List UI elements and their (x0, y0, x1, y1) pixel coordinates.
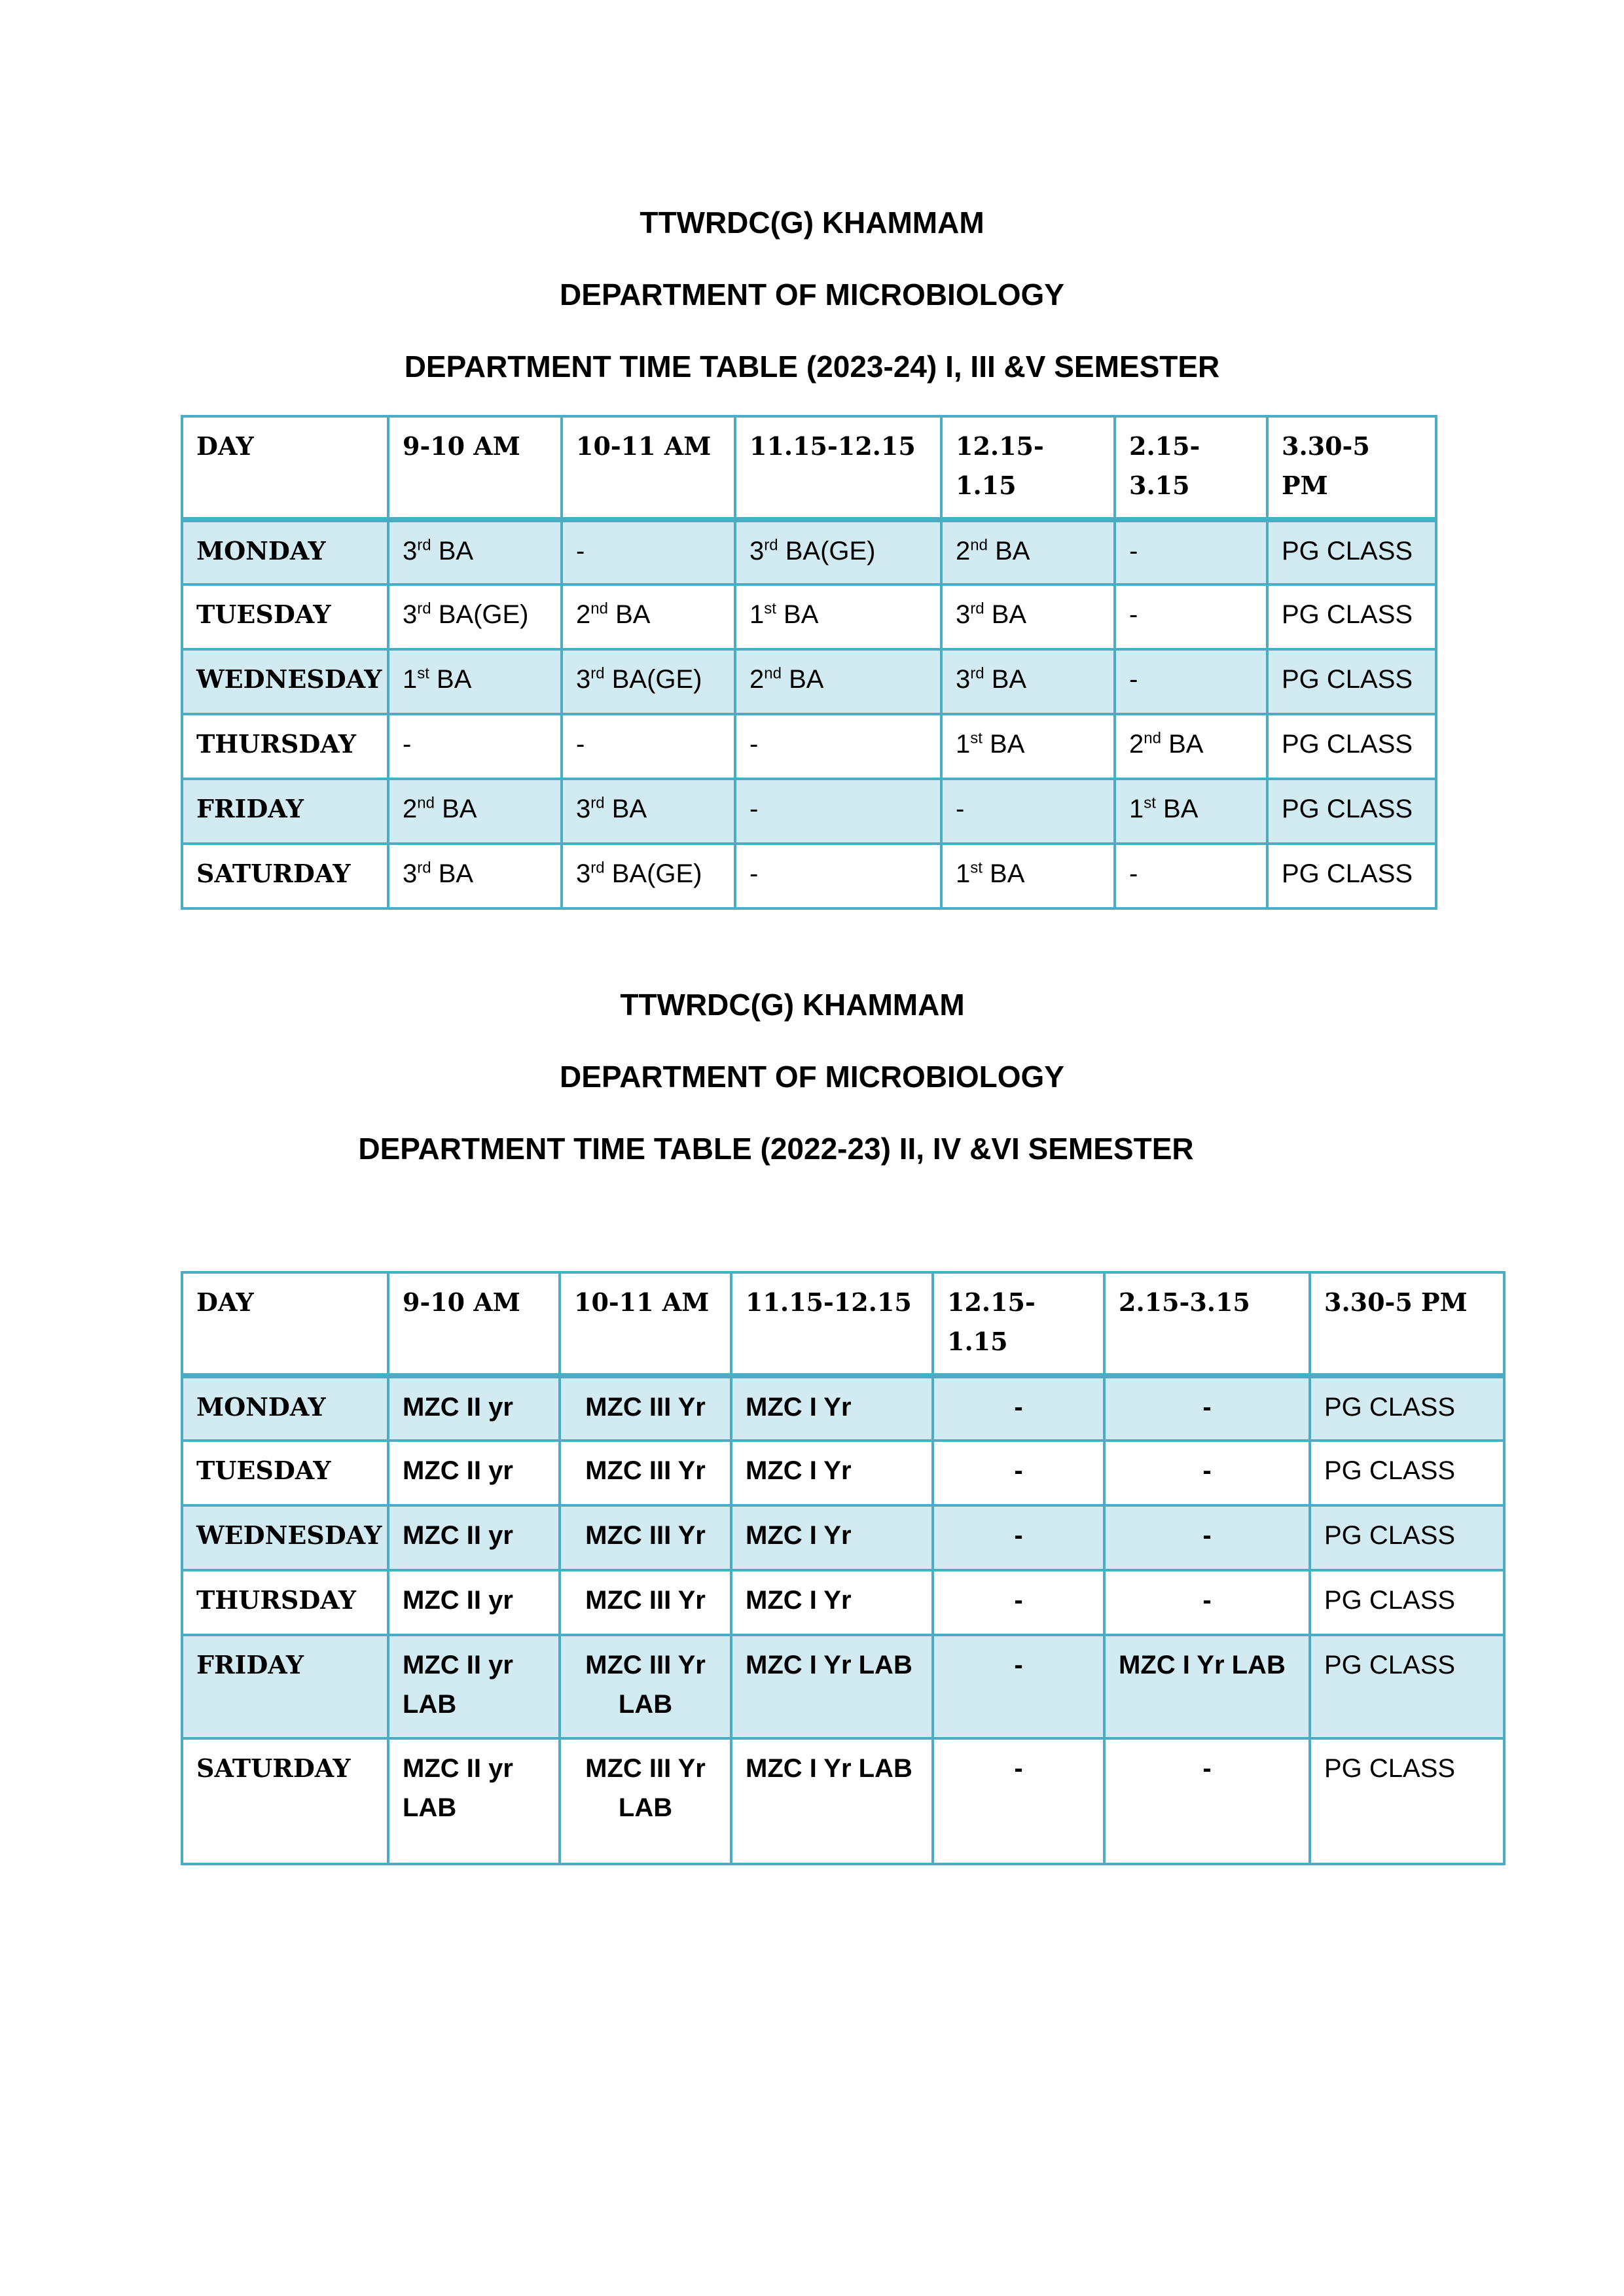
ordinal-suffix: st (970, 729, 983, 747)
schedule-cell (1115, 714, 1267, 779)
schedule-cell: MZC III Yr LAB (560, 1738, 731, 1864)
schedule-cell: - (1104, 1505, 1310, 1570)
cell-number: - (749, 730, 759, 759)
schedule-cell: - (1104, 1738, 1310, 1864)
table-row (182, 1376, 1504, 1441)
schedule-cell (562, 584, 735, 649)
header-row (182, 1272, 1504, 1376)
cell-text: BA (984, 665, 1027, 694)
cell-text: BA (434, 795, 477, 823)
cell-number: 1 (403, 665, 418, 694)
ordinal-suffix: rd (590, 794, 605, 812)
table-row (182, 1570, 1504, 1635)
schedule-cell (562, 779, 735, 844)
schedule-cell (388, 779, 562, 844)
cell-number: 2 (749, 665, 765, 694)
schedule-cell: MZC III Yr (560, 1376, 731, 1441)
cell-text: BA (431, 859, 474, 888)
column-header: 10-11 AM (562, 416, 735, 520)
schedule-cell: - (933, 1738, 1104, 1864)
ordinal-suffix: st (764, 600, 776, 618)
column-header: DAY (182, 1272, 388, 1376)
cell-text: BA(GE) (604, 859, 702, 888)
schedule-cell (1267, 520, 1436, 584)
cell-number: 3 (403, 537, 418, 565)
cell-text: BA (987, 537, 1030, 565)
cell-number: 3 (956, 600, 971, 629)
schedule-cell: MZC II yr LAB (388, 1738, 560, 1864)
cell-text: BA (781, 665, 824, 694)
timetable-title-1: DEPARTMENT TIME TABLE (2023-24) I, III &V SEMESTER (404, 350, 1220, 384)
table-row (182, 714, 1436, 779)
day-cell: THURSDAY (182, 714, 388, 779)
cell-text: BA (776, 600, 819, 629)
schedule-cell (941, 714, 1115, 779)
column-header: 3.30-5 PM (1267, 416, 1436, 520)
table-row (182, 520, 1436, 584)
cell-text: BA (1155, 795, 1199, 823)
ordinal-suffix: rd (590, 664, 605, 683)
schedule-cell (1115, 520, 1267, 584)
day-cell: SATURDAY (182, 1738, 388, 1864)
schedule-cell (388, 520, 562, 584)
cell-number: - (403, 730, 412, 759)
timetable-2022-23 (181, 1271, 1506, 1865)
cell-number: 2 (956, 537, 971, 565)
schedule-cell (1267, 649, 1436, 714)
schedule-cell: MZC II yr (388, 1570, 560, 1635)
schedule-cell: PG CLASS (1310, 1738, 1504, 1864)
cell-number: - (1129, 600, 1138, 629)
table-row (182, 1441, 1504, 1505)
ordinal-suffix: nd (417, 794, 435, 812)
schedule-cell: MZC I Yr LAB (731, 1738, 933, 1864)
cell-number: 3 (576, 795, 591, 823)
cell-text: BA (429, 665, 472, 694)
header-row (182, 416, 1436, 520)
ordinal-suffix: st (1144, 794, 1156, 812)
schedule-cell: MZC I Yr (731, 1570, 933, 1635)
schedule-cell: MZC II yr LAB (388, 1635, 560, 1738)
schedule-cell (941, 520, 1115, 584)
day-cell: TUESDAY (182, 1441, 388, 1505)
schedule-cell: MZC III Yr (560, 1441, 731, 1505)
schedule-cell: MZC III Yr (560, 1570, 731, 1635)
ordinal-suffix: nd (590, 600, 608, 618)
ordinal-suffix: rd (970, 600, 984, 618)
table-row (182, 1635, 1504, 1738)
cell-text: BA (982, 859, 1025, 888)
cell-text: BA (607, 600, 651, 629)
schedule-cell (735, 779, 941, 844)
cell-number: 3 (403, 859, 418, 888)
schedule-cell (735, 844, 941, 908)
cell-number: 2 (576, 600, 591, 629)
cell-text: BA (431, 537, 474, 565)
schedule-cell: - (933, 1635, 1104, 1738)
day-cell: SATURDAY (182, 844, 388, 908)
schedule-cell: PG CLASS (1310, 1635, 1504, 1738)
cell-number: 3 (956, 665, 971, 694)
department-name-1: DEPARTMENT OF MICROBIOLOGY (560, 278, 1064, 312)
schedule-cell (735, 649, 941, 714)
cell-number: PG CLASS (1282, 665, 1413, 694)
cell-number: - (1129, 537, 1138, 565)
day-cell: TUESDAY (182, 584, 388, 649)
cell-number: - (956, 795, 965, 823)
schedule-cell: - (933, 1505, 1104, 1570)
schedule-cell (1115, 779, 1267, 844)
schedule-cell (388, 584, 562, 649)
schedule-cell (941, 844, 1115, 908)
cell-number: 3 (576, 665, 591, 694)
schedule-cell: - (933, 1376, 1104, 1441)
schedule-cell (388, 649, 562, 714)
schedule-cell (562, 714, 735, 779)
schedule-cell (1267, 779, 1436, 844)
schedule-cell (941, 584, 1115, 649)
cell-text: BA(GE) (778, 537, 876, 565)
table-row (182, 1505, 1504, 1570)
cell-text: BA(GE) (604, 665, 702, 694)
schedule-cell (388, 714, 562, 779)
schedule-cell: - (1104, 1570, 1310, 1635)
ordinal-suffix: nd (764, 664, 782, 683)
cell-number: - (749, 859, 759, 888)
cell-number: 2 (403, 795, 418, 823)
column-header: 2.15-3.15 (1104, 1272, 1310, 1376)
ordinal-suffix: rd (764, 536, 778, 554)
cell-number: PG CLASS (1282, 600, 1413, 629)
timetable-2023-24 (181, 415, 1437, 910)
column-header: 10-11 AM (560, 1272, 731, 1376)
ordinal-suffix: rd (970, 664, 984, 683)
ordinal-suffix: rd (590, 859, 605, 877)
cell-text: BA(GE) (431, 600, 529, 629)
schedule-cell: PG CLASS (1310, 1376, 1504, 1441)
cell-text: BA (604, 795, 647, 823)
schedule-cell: MZC I Yr (731, 1376, 933, 1441)
schedule-cell: PG CLASS (1310, 1441, 1504, 1505)
ordinal-suffix: rd (417, 536, 431, 554)
cell-number: 3 (576, 859, 591, 888)
schedule-cell (562, 649, 735, 714)
schedule-cell: MZC II yr (388, 1441, 560, 1505)
cell-number: 3 (749, 537, 765, 565)
schedule-cell (1115, 844, 1267, 908)
schedule-cell (735, 714, 941, 779)
column-header: 2.15-3.15 (1115, 416, 1267, 520)
schedule-cell: MZC III Yr LAB (560, 1635, 731, 1738)
schedule-cell: - (1104, 1376, 1310, 1441)
cell-number: PG CLASS (1282, 730, 1413, 759)
schedule-cell (1267, 844, 1436, 908)
cell-number: PG CLASS (1282, 537, 1413, 565)
cell-number: 1 (1129, 795, 1144, 823)
schedule-cell: PG CLASS (1310, 1570, 1504, 1635)
table-row (182, 779, 1436, 844)
schedule-cell (941, 779, 1115, 844)
schedule-cell (1267, 584, 1436, 649)
timetable-title-2: DEPARTMENT TIME TABLE (2022-23) II, IV &VI SEMESTER (358, 1132, 1194, 1166)
department-name-2: DEPARTMENT OF MICROBIOLOGY (560, 1060, 1064, 1094)
schedule-cell: MZC I Yr (731, 1441, 933, 1505)
schedule-cell (1267, 714, 1436, 779)
day-cell: FRIDAY (182, 779, 388, 844)
ordinal-suffix: rd (417, 600, 431, 618)
schedule-cell (735, 584, 941, 649)
schedule-cell: MZC II yr (388, 1376, 560, 1441)
cell-number: - (1129, 665, 1138, 694)
cell-text: BA (982, 730, 1025, 759)
schedule-cell: MZC III Yr (560, 1505, 731, 1570)
column-header: 11.15-12.15 (735, 416, 941, 520)
ordinal-suffix: st (970, 859, 983, 877)
cell-text: BA (984, 600, 1027, 629)
column-header: 3.30-5 PM (1310, 1272, 1504, 1376)
schedule-cell (562, 844, 735, 908)
ordinal-suffix: st (417, 664, 429, 683)
cell-number: 1 (956, 730, 971, 759)
day-cell: THURSDAY (182, 1570, 388, 1635)
college-name-1: TTWRDC(G) KHAMMAM (640, 206, 984, 240)
column-header: DAY (182, 416, 388, 520)
day-cell: FRIDAY (182, 1635, 388, 1738)
column-header: 12.15-1.15 (933, 1272, 1104, 1376)
cell-number: 1 (749, 600, 765, 629)
cell-number: - (576, 730, 585, 759)
schedule-cell: - (1104, 1441, 1310, 1505)
schedule-cell: MZC I Yr LAB (1104, 1635, 1310, 1738)
college-name-2: TTWRDC(G) KHAMMAM (620, 988, 965, 1022)
day-cell: WEDNESDAY (182, 649, 388, 714)
schedule-cell: MZC I Yr LAB (731, 1635, 933, 1738)
schedule-cell (941, 649, 1115, 714)
ordinal-suffix: nd (970, 536, 988, 554)
schedule-cell: MZC I Yr (731, 1505, 933, 1570)
day-cell: MONDAY (182, 1376, 388, 1441)
schedule-cell (388, 844, 562, 908)
schedule-cell: - (933, 1441, 1104, 1505)
table-row (182, 584, 1436, 649)
cell-number: 2 (1129, 730, 1144, 759)
cell-number: 1 (956, 859, 971, 888)
schedule-cell: PG CLASS (1310, 1505, 1504, 1570)
ordinal-suffix: rd (417, 859, 431, 877)
column-header: 12.15-1.15 (941, 416, 1115, 520)
column-header: 11.15-12.15 (731, 1272, 933, 1376)
schedule-cell: MZC II yr (388, 1505, 560, 1570)
schedule-cell: - (933, 1570, 1104, 1635)
schedule-cell (1115, 649, 1267, 714)
schedule-cell (1115, 584, 1267, 649)
schedule-cell (735, 520, 941, 584)
table-row (182, 649, 1436, 714)
cell-number: 3 (403, 600, 418, 629)
table-row (182, 1738, 1504, 1864)
table-row (182, 844, 1436, 908)
day-cell: MONDAY (182, 520, 388, 584)
cell-number: PG CLASS (1282, 795, 1413, 823)
cell-number: - (1129, 859, 1138, 888)
column-header: 9-10 AM (388, 416, 562, 520)
cell-text: BA (1161, 730, 1204, 759)
ordinal-suffix: nd (1144, 729, 1161, 747)
column-header: 9-10 AM (388, 1272, 560, 1376)
cell-number: - (749, 795, 759, 823)
cell-number: - (576, 537, 585, 565)
schedule-cell (562, 520, 735, 584)
day-cell: WEDNESDAY (182, 1505, 388, 1570)
cell-number: PG CLASS (1282, 859, 1413, 888)
